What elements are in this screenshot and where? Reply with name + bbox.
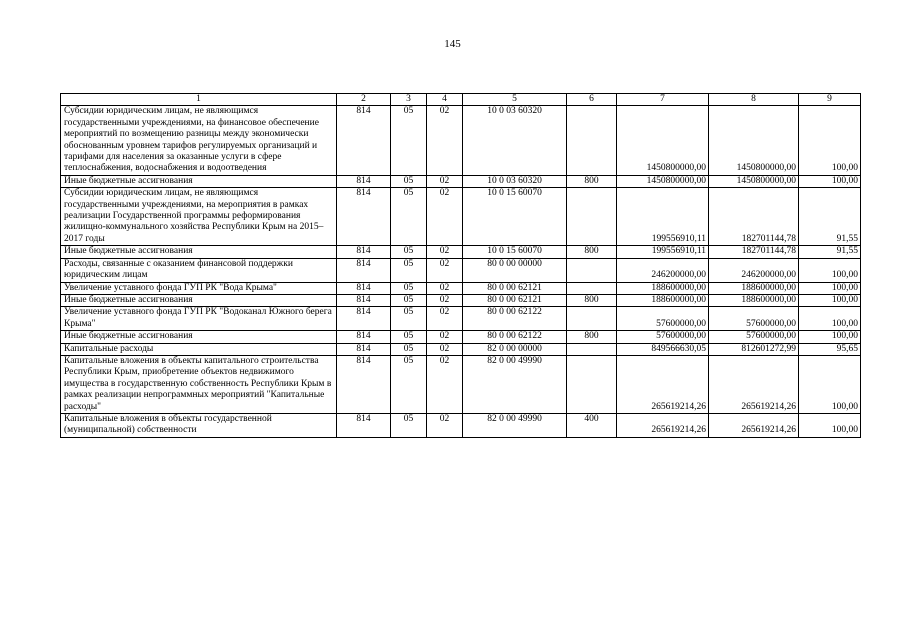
percent-cell: 100,00 — [799, 282, 861, 294]
planned-amount-cell: 188600000,00 — [617, 282, 709, 294]
executed-amount-cell: 182701144,78 — [709, 246, 799, 258]
column-header: 8 — [709, 94, 799, 106]
planned-amount-cell: 265619214,26 — [617, 413, 709, 437]
expense-type-cell — [567, 355, 617, 413]
executed-amount-cell: 1450800000,00 — [709, 175, 799, 187]
admin-code-cell: 814 — [337, 246, 391, 258]
target-article-cell: 80 0 00 62122 — [463, 331, 567, 343]
expense-type-cell: 800 — [567, 331, 617, 343]
expense-type-cell: 800 — [567, 294, 617, 306]
expense-type-cell — [567, 343, 617, 355]
executed-amount-cell: 182701144,78 — [709, 188, 799, 246]
expense-type-cell: 800 — [567, 246, 617, 258]
section-cell: 05 — [391, 246, 427, 258]
planned-amount-cell: 188600000,00 — [617, 294, 709, 306]
row-label: Иные бюджетные ассигнования — [61, 331, 337, 343]
table-row — [61, 188, 861, 246]
percent-cell: 95,65 — [799, 343, 861, 355]
section-cell: 05 — [391, 175, 427, 187]
admin-code-cell: 814 — [337, 258, 391, 282]
table-row — [61, 343, 861, 355]
row-label: Субсидии юридическим лицам, не являющимся государственными учреждениями, на мероприятия в рамках реализации Государственной программы реформирования жилищно-коммунального хозяйства Республики Крым на 2015–2017 годы — [61, 188, 337, 246]
planned-amount-cell: 246200000,00 — [617, 258, 709, 282]
expense-type-cell — [567, 307, 617, 331]
row-label: Капитальные вложения в объекты капитального строительства Республики Крым, приобретение объектов недвижимого имущества в государственную собственность Республики Крым в рамках реализации непрограммных мероприятий "Капитальные расходы" — [61, 355, 337, 413]
expense-type-cell: 800 — [567, 175, 617, 187]
target-article-cell: 82 0 00 49990 — [463, 413, 567, 437]
subsection-cell: 02 — [427, 331, 463, 343]
section-cell: 05 — [391, 331, 427, 343]
subsection-cell: 02 — [427, 307, 463, 331]
percent-cell: 100,00 — [799, 258, 861, 282]
column-header: 3 — [391, 94, 427, 106]
target-article-cell: 82 0 00 00000 — [463, 343, 567, 355]
column-header: 6 — [567, 94, 617, 106]
planned-amount-cell: 57600000,00 — [617, 307, 709, 331]
row-label: Увеличение уставного фонда ГУП РК "Водоканал Южного берега Крыма" — [61, 307, 337, 331]
table-body — [61, 106, 861, 437]
admin-code-cell: 814 — [337, 282, 391, 294]
column-header: 4 — [427, 94, 463, 106]
column-header: 5 — [463, 94, 567, 106]
table-row — [61, 258, 861, 282]
planned-amount-cell: 57600000,00 — [617, 331, 709, 343]
target-article-cell: 80 0 00 62122 — [463, 307, 567, 331]
table-row — [61, 331, 861, 343]
column-header: 9 — [799, 94, 861, 106]
executed-amount-cell: 812601272,99 — [709, 343, 799, 355]
table-row — [61, 106, 861, 175]
section-cell: 05 — [391, 258, 427, 282]
target-article-cell: 10 0 15 60070 — [463, 188, 567, 246]
target-article-cell: 80 0 00 00000 — [463, 258, 567, 282]
column-header: 7 — [617, 94, 709, 106]
row-label: Капитальные вложения в объекты государственной (муниципальной) собственности — [61, 413, 337, 437]
subsection-cell: 02 — [427, 355, 463, 413]
percent-cell: 100,00 — [799, 413, 861, 437]
table-row — [61, 294, 861, 306]
row-label: Иные бюджетные ассигнования — [61, 246, 337, 258]
executed-amount-cell: 188600000,00 — [709, 294, 799, 306]
planned-amount-cell: 265619214,26 — [617, 355, 709, 413]
target-article-cell: 10 0 15 60070 — [463, 246, 567, 258]
expense-type-cell: 400 — [567, 413, 617, 437]
planned-amount-cell: 199556910,11 — [617, 246, 709, 258]
subsection-cell: 02 — [427, 246, 463, 258]
planned-amount-cell: 1450800000,00 — [617, 106, 709, 175]
subsection-cell: 02 — [427, 294, 463, 306]
section-cell: 05 — [391, 343, 427, 355]
table-row — [61, 282, 861, 294]
table-row — [61, 246, 861, 258]
executed-amount-cell: 265619214,26 — [709, 355, 799, 413]
percent-cell: 100,00 — [799, 355, 861, 413]
row-label: Капитальные расходы — [61, 343, 337, 355]
expense-type-cell — [567, 106, 617, 175]
admin-code-cell: 814 — [337, 188, 391, 246]
admin-code-cell: 814 — [337, 413, 391, 437]
table-row — [61, 355, 861, 413]
column-header: 2 — [337, 94, 391, 106]
percent-cell: 91,55 — [799, 188, 861, 246]
subsection-cell: 02 — [427, 282, 463, 294]
admin-code-cell: 814 — [337, 355, 391, 413]
admin-code-cell: 814 — [337, 343, 391, 355]
table-row — [61, 175, 861, 187]
target-article-cell: 80 0 00 62121 — [463, 294, 567, 306]
planned-amount-cell: 199556910,11 — [617, 188, 709, 246]
executed-amount-cell: 57600000,00 — [709, 307, 799, 331]
percent-cell: 100,00 — [799, 106, 861, 175]
executed-amount-cell: 1450800000,00 — [709, 106, 799, 175]
subsection-cell: 02 — [427, 175, 463, 187]
admin-code-cell: 814 — [337, 175, 391, 187]
admin-code-cell: 814 — [337, 331, 391, 343]
row-label: Иные бюджетные ассигнования — [61, 294, 337, 306]
row-label: Иные бюджетные ассигнования — [61, 175, 337, 187]
expense-type-cell — [567, 282, 617, 294]
section-cell: 05 — [391, 355, 427, 413]
target-article-cell: 80 0 00 62121 — [463, 282, 567, 294]
target-article-cell: 82 0 00 49990 — [463, 355, 567, 413]
percent-cell: 100,00 — [799, 175, 861, 187]
section-cell: 05 — [391, 294, 427, 306]
planned-amount-cell: 1450800000,00 — [617, 175, 709, 187]
table-row — [61, 307, 861, 331]
percent-cell: 91,55 — [799, 246, 861, 258]
row-label: Субсидии юридическим лицам, не являющимся государственными учреждениями, на финансовое обеспечение мероприятий по возмещению разницы между экономически обоснованным уровнем тарифов регулируемых организаций и тарифами для населения за оказанные услуги в сфере теплоснабжения, водоснабжения и водоотведения — [61, 106, 337, 175]
planned-amount-cell: 849566630,05 — [617, 343, 709, 355]
subsection-cell: 02 — [427, 106, 463, 175]
table-row — [61, 413, 861, 437]
subsection-cell: 02 — [427, 413, 463, 437]
expense-type-cell — [567, 188, 617, 246]
percent-cell: 100,00 — [799, 331, 861, 343]
subsection-cell: 02 — [427, 343, 463, 355]
expense-type-cell — [567, 258, 617, 282]
row-label: Расходы, связанные с оказанием финансовой поддержки юридическим лицам — [61, 258, 337, 282]
column-header: 1 — [61, 94, 337, 106]
executed-amount-cell: 246200000,00 — [709, 258, 799, 282]
subsection-cell: 02 — [427, 188, 463, 246]
section-cell: 05 — [391, 282, 427, 294]
page-number: 145 — [444, 38, 461, 50]
section-cell: 05 — [391, 106, 427, 175]
executed-amount-cell: 57600000,00 — [709, 331, 799, 343]
executed-amount-cell: 188600000,00 — [709, 282, 799, 294]
admin-code-cell: 814 — [337, 106, 391, 175]
section-cell: 05 — [391, 413, 427, 437]
subsection-cell: 02 — [427, 258, 463, 282]
executed-amount-cell: 265619214,26 — [709, 413, 799, 437]
target-article-cell: 10 0 03 60320 — [463, 106, 567, 175]
percent-cell: 100,00 — [799, 307, 861, 331]
budget-table — [60, 93, 861, 438]
section-cell: 05 — [391, 188, 427, 246]
admin-code-cell: 814 — [337, 307, 391, 331]
section-cell: 05 — [391, 307, 427, 331]
percent-cell: 100,00 — [799, 294, 861, 306]
admin-code-cell: 814 — [337, 294, 391, 306]
target-article-cell: 10 0 03 60320 — [463, 175, 567, 187]
table-header-row — [61, 94, 861, 106]
row-label: Увеличение уставного фонда ГУП РК "Вода Крыма" — [61, 282, 337, 294]
